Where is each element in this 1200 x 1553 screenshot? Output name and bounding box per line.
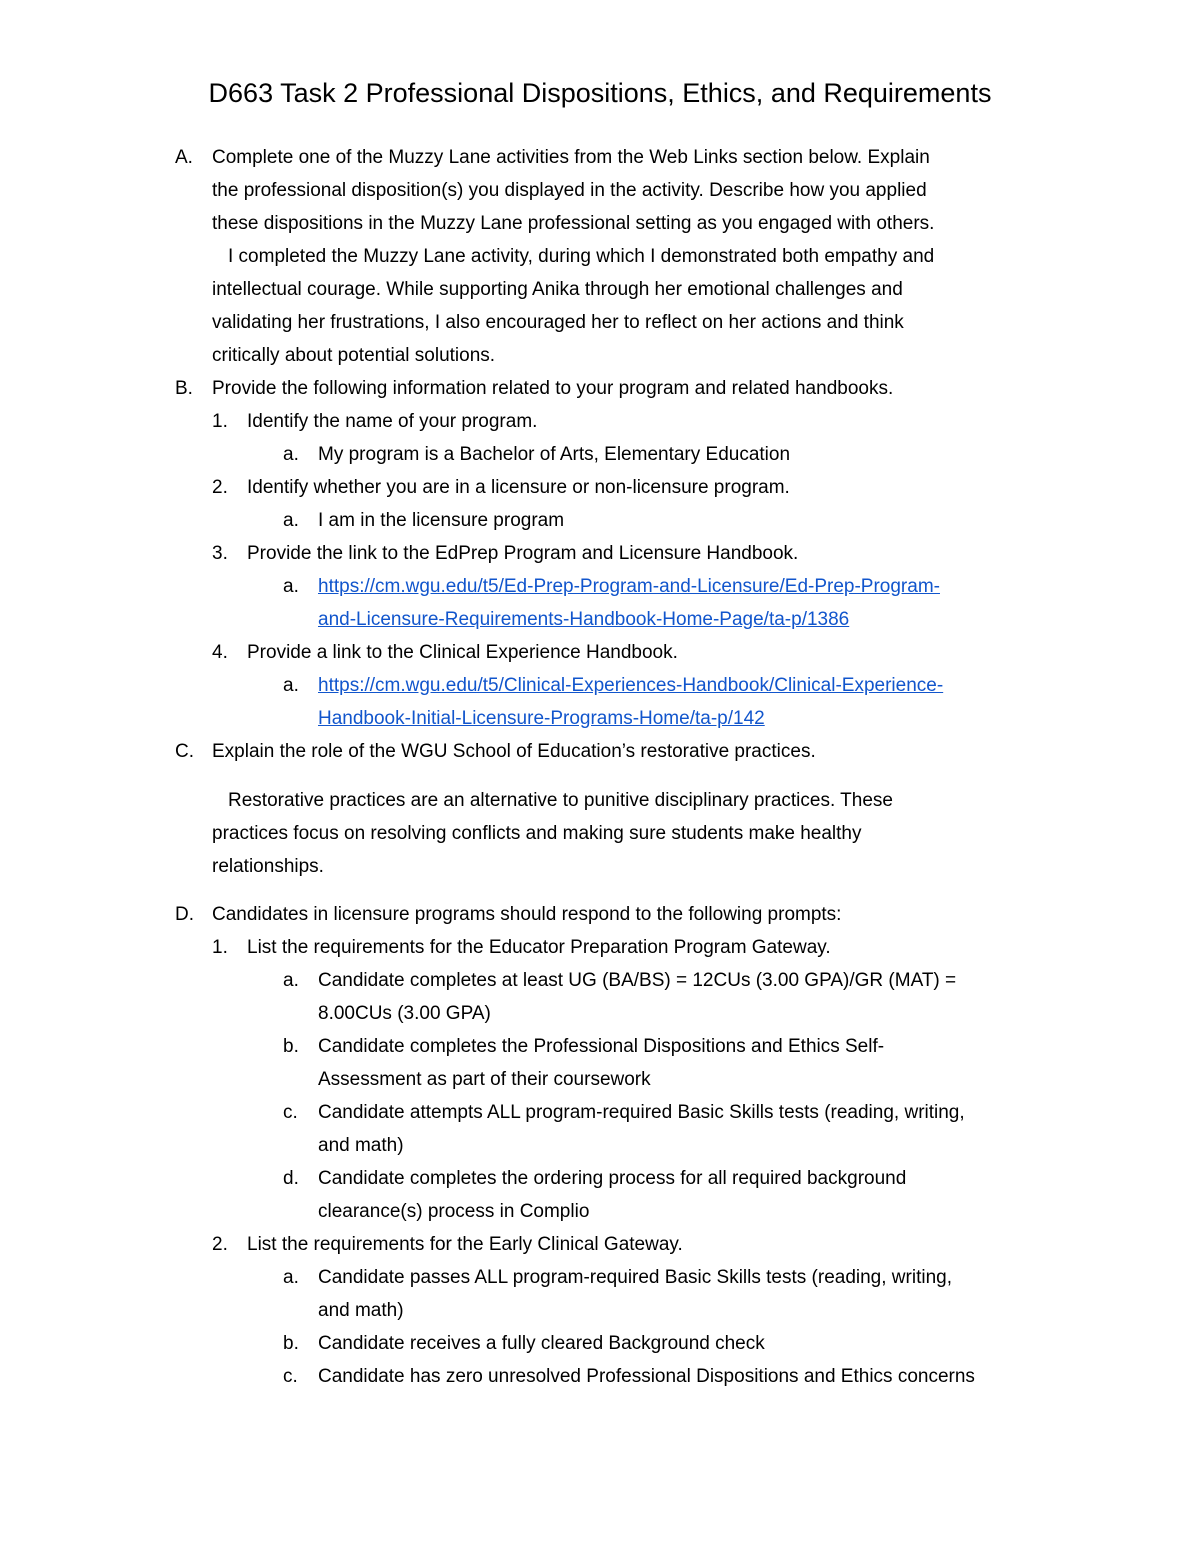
- section-c-response-line: relationships.: [212, 856, 324, 877]
- d1-sub-b-line: Candidate completes the Professional Dispositions and Ethics Self-: [318, 1036, 885, 1057]
- d1-sub-c-marker: c.: [283, 1102, 298, 1123]
- b-item-1-answer: My program is a Bachelor of Arts, Elementary Education: [318, 444, 791, 465]
- d1-sub-b-line: Assessment as part of their coursework: [318, 1069, 651, 1090]
- b-item-1-sub-marker: a.: [283, 444, 299, 465]
- b-item-2-text: Identify whether you are in a licensure or non-licensure program.: [247, 477, 790, 498]
- section-a-prompt-line: these dispositions in the Muzzy Lane professional setting as you engaged with others.: [212, 213, 935, 234]
- d-item-1-marker: 1.: [212, 937, 228, 958]
- section-d-marker: D.: [175, 904, 194, 925]
- section-a-response-line: validating her frustrations, I also encouraged her to reflect on her actions and think: [212, 312, 904, 333]
- b-item-4-text: Provide a link to the Clinical Experience Handbook.: [247, 642, 678, 663]
- section-c-marker: C.: [175, 741, 194, 762]
- b-item-2-sub-marker: a.: [283, 510, 299, 531]
- section-c-prompt: Explain the role of the WGU School of Education’s restorative practices.: [212, 741, 816, 762]
- d2-sub-b-line: Candidate receives a fully cleared Background check: [318, 1333, 765, 1354]
- b-item-4-marker: 4.: [212, 642, 228, 663]
- section-b-prompt: Provide the following information related to your program and related handbooks.: [212, 378, 894, 399]
- d1-sub-a-marker: a.: [283, 970, 299, 991]
- d2-sub-c-marker: c.: [283, 1366, 298, 1387]
- b-item-4-sub-marker: a.: [283, 675, 299, 696]
- clinical-handbook-link[interactable]: https://cm.wgu.edu/t5/Clinical-Experiences-Handbook/Clinical-Experience-: [318, 675, 944, 696]
- b-item-3-sub-marker: a.: [283, 576, 299, 597]
- d-item-2-text: List the requirements for the Early Clinical Gateway.: [247, 1234, 683, 1255]
- section-a-marker: A.: [175, 147, 193, 168]
- d1-sub-d-line: clearance(s) process in Complio: [318, 1201, 590, 1222]
- clinical-handbook-link-continued[interactable]: Handbook-Initial-Licensure-Programs-Home/ta-p/142: [318, 708, 765, 729]
- b-item-1-text: Identify the name of your program.: [247, 411, 538, 432]
- document-title: D663 Task 2 Professional Dispositions, Ethics, and Requirements: [208, 78, 992, 108]
- b-item-3-text: Provide the link to the EdPrep Program and Licensure Handbook.: [247, 543, 799, 564]
- section-c-response-line: Restorative practices are an alternative to punitive disciplinary practices. These: [228, 790, 893, 811]
- section-b-marker: B.: [175, 378, 193, 399]
- edprep-handbook-link[interactable]: https://cm.wgu.edu/t5/Ed-Prep-Program-and-Licensure/Ed-Prep-Program-: [318, 576, 940, 597]
- b-item-1-marker: 1.: [212, 411, 228, 432]
- d2-sub-b-marker: b.: [283, 1333, 299, 1354]
- section-c-response-line: practices focus on resolving conflicts and making sure students make healthy: [212, 823, 862, 844]
- b-item-3-marker: 3.: [212, 543, 228, 564]
- edprep-handbook-link-continued[interactable]: and-Licensure-Requirements-Handbook-Home-Page/ta-p/1386: [318, 609, 850, 630]
- section-a-response-line: intellectual courage. While supporting Anika through her emotional challenges and: [212, 279, 903, 300]
- d-item-1-text: List the requirements for the Educator Preparation Program Gateway.: [247, 937, 831, 958]
- section-a-prompt-line: the professional disposition(s) you displayed in the activity. Describe how you applied: [212, 180, 927, 201]
- d2-sub-a-line: and math): [318, 1300, 404, 1321]
- d1-sub-d-line: Candidate completes the ordering process for all required background: [318, 1168, 907, 1189]
- d1-sub-b-marker: b.: [283, 1036, 299, 1057]
- d-item-2-marker: 2.: [212, 1234, 228, 1255]
- section-a-response-line: critically about potential solutions.: [212, 345, 496, 366]
- d1-sub-a-line: 8.00CUs (3.00 GPA): [318, 1003, 491, 1024]
- b-item-2-marker: 2.: [212, 477, 228, 498]
- section-a-prompt-line: Complete one of the Muzzy Lane activities from the Web Links section below. Explain: [212, 147, 930, 168]
- d1-sub-c-line: and math): [318, 1135, 404, 1156]
- d2-sub-a-marker: a.: [283, 1267, 299, 1288]
- section-d-prompt: Candidates in licensure programs should respond to the following prompts:: [212, 904, 842, 925]
- d1-sub-a-line: Candidate completes at least UG (BA/BS) = 12CUs (3.00 GPA)/GR (MAT) =: [318, 970, 957, 991]
- b-item-2-answer: I am in the licensure program: [318, 510, 565, 531]
- section-a-response-line: I completed the Muzzy Lane activity, during which I demonstrated both empathy and: [228, 246, 935, 267]
- d2-sub-c-line: Candidate has zero unresolved Professional Dispositions and Ethics concerns: [318, 1366, 975, 1387]
- d1-sub-c-line: Candidate attempts ALL program-required Basic Skills tests (reading, writing,: [318, 1102, 965, 1123]
- d1-sub-d-marker: d.: [283, 1168, 299, 1189]
- d2-sub-a-line: Candidate passes ALL program-required Basic Skills tests (reading, writing,: [318, 1267, 952, 1288]
